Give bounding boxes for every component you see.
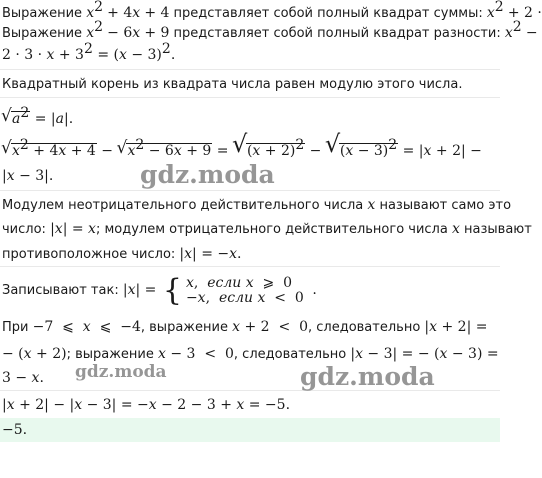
divider <box>0 266 500 267</box>
line-main-expression: √ $x^2 + 4x + 4$ − √ $x^2 - 6x + 9$ = √ $(x + 2)^2$ − √ $(x - 3)^2 = |x + 2|$ − <box>2 142 500 161</box>
line-root-abs: √ $a^2 = |a|$. <box>2 110 500 129</box>
divider <box>0 97 500 98</box>
line-modulus-def: Модулем неотрицательного действительного числа x называют само это <box>2 197 512 213</box>
line-root-rule: Квадратный корень из квадрата числа равен модулю этого числа. <box>2 77 463 92</box>
line-diff-square: Выражение $x^2 - 6x + 9$ представляет собой полный квадрат разности: $x^2$ − <box>2 19 538 41</box>
line-condition-cont-2: 3 − x. <box>2 370 44 386</box>
line-final-calc: |x + 2| − |x − 3| = −x − 2 − 3 + x = −5. <box>2 397 291 413</box>
answer-line: −5. <box>2 422 28 438</box>
line-sum-square: Выражение $x^2 + 4x + 4$ представляет собой полный квадрат суммы: $x^2 + 2$ · <box>2 0 542 21</box>
line-diff-square-cont: $2 \cdot 3 \cdot x + 3^2 = (x - 3)^2$. <box>2 41 176 63</box>
line-condition-cont: − (x + 2); выражение x − 3 < 0, следовательно |x − 3| = − (x − 3) = <box>2 346 499 362</box>
line-modulus-def-cont: число: |x| = x; модулем отрицательного действительного числа x называют <box>2 221 532 237</box>
line-opposite-number: противоположное число: |x| = −x. <box>2 246 242 262</box>
divider <box>0 190 500 191</box>
watermark: gdz.moda <box>300 362 435 391</box>
watermark: gdz.moda <box>75 362 167 382</box>
divider <box>0 69 500 70</box>
line-condition: При −7 ⩽ x ⩽ −4, выражение x + 2 < 0, следовательно |x + 2| = <box>2 319 488 335</box>
line-main-expression-cont: |x − 3|. <box>2 168 54 184</box>
line-piecewise: Записывают так: |x| = { x, если x ⩾ 0 −x, если x < 0 . <box>2 272 317 308</box>
watermark: gdz.moda <box>140 160 275 189</box>
